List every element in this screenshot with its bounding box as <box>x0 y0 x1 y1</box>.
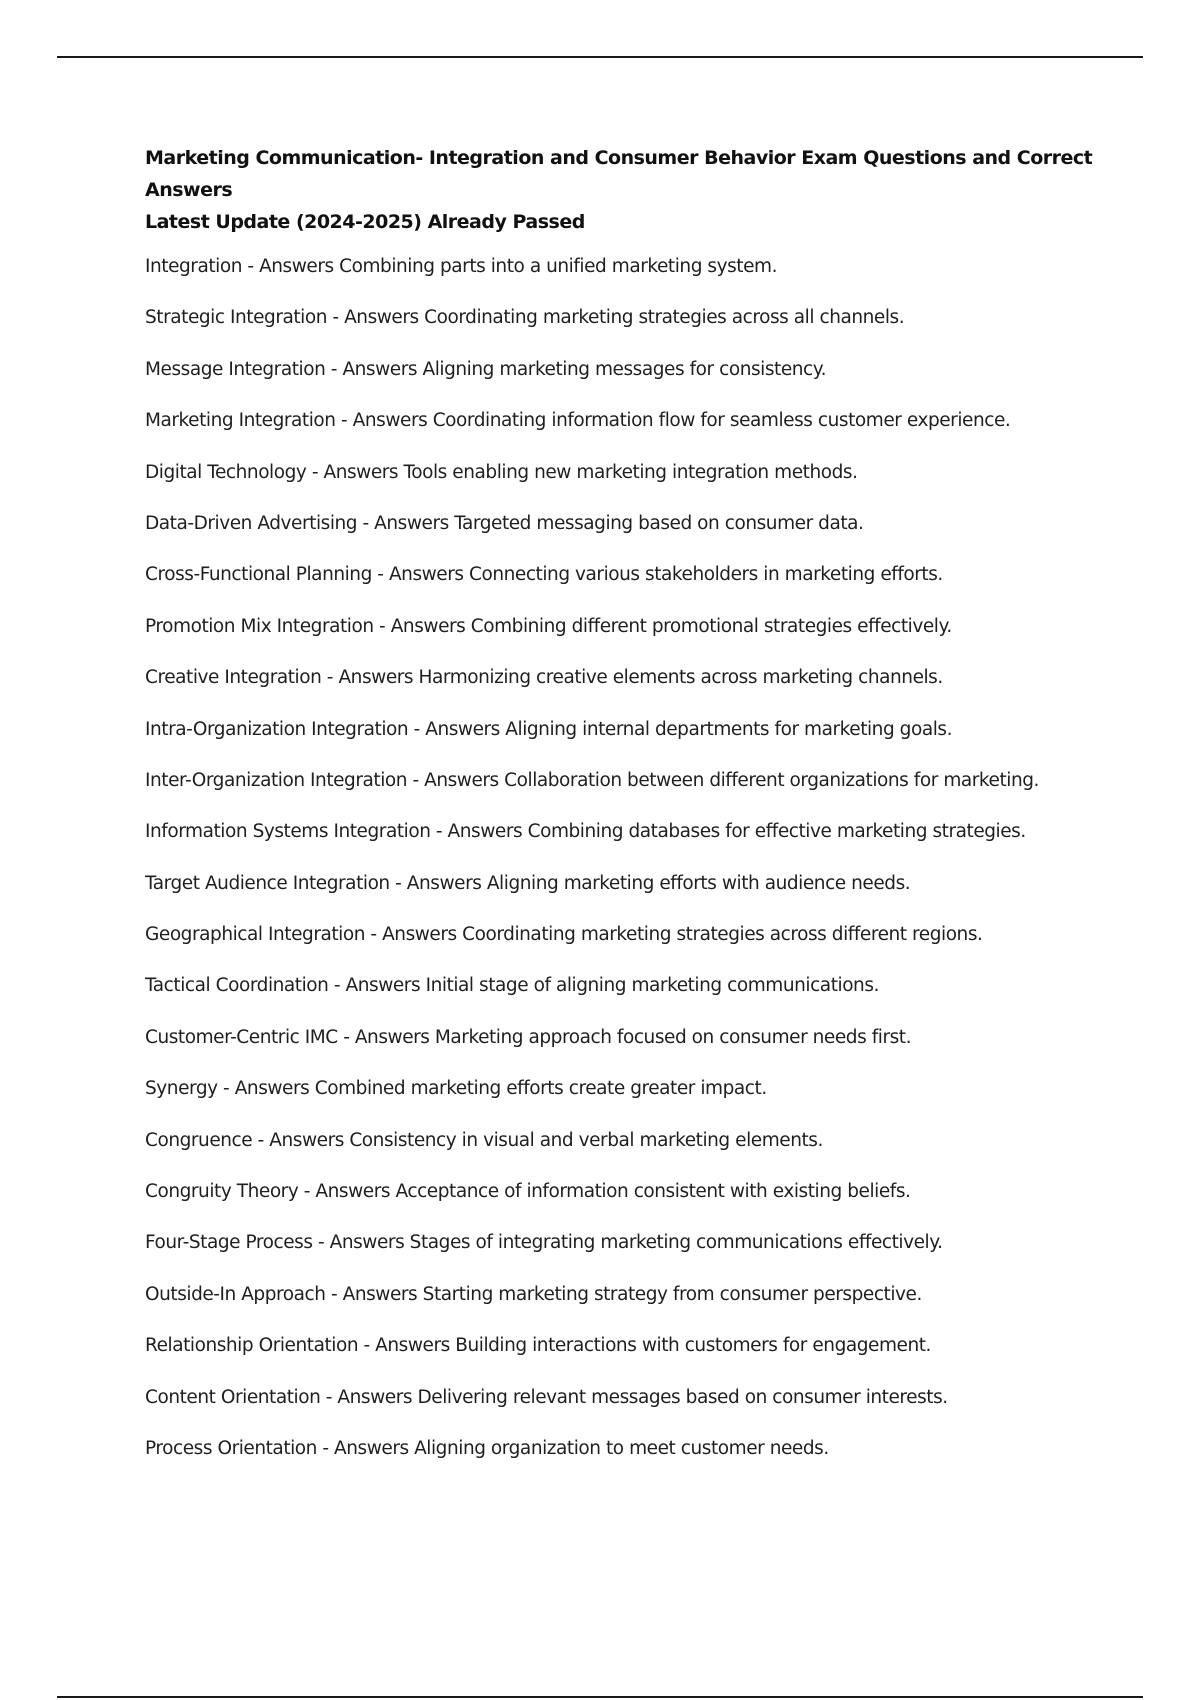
document-title-line-2: Latest Update (2024-2025) Already Passed <box>145 211 585 233</box>
qa-entry: Information Systems Integration - Answers Combining databases for effective marketing strategies. <box>145 821 1026 843</box>
qa-entry: Congruence - Answers Consistency in visual and verbal marketing elements. <box>145 1129 823 1151</box>
document-title <box>145 142 1145 238</box>
qa-entry: Data-Driven Advertising - Answers Targeted messaging based on consumer data. <box>145 512 864 534</box>
qa-entry: Creative Integration - Answers Harmonizing creative elements across marketing channels. <box>145 667 943 689</box>
qa-entry: Geographical Integration - Answers Coordinating marketing strategies across different regions. <box>145 924 983 946</box>
qa-entry: Strategic Integration - Answers Coordinating marketing strategies across all channels. <box>145 307 905 329</box>
qa-entry: Content Orientation - Answers Delivering relevant messages based on consumer interests. <box>145 1386 948 1408</box>
qa-entry: Congruity Theory - Answers Acceptance of information consistent with existing beliefs. <box>145 1181 911 1203</box>
qa-entry: Intra-Organization Integration - Answers Aligning internal departments for marketing goals. <box>145 718 953 740</box>
qa-entry: Four-Stage Process - Answers Stages of integrating marketing communications effectively. <box>145 1232 943 1254</box>
footer-rule <box>57 1696 1143 1698</box>
qa-entry: Promotion Mix Integration - Answers Combining different promotional strategies effectively. <box>145 615 952 637</box>
qa-entry: Process Orientation - Answers Aligning organization to meet customer needs. <box>145 1437 829 1459</box>
document-title-line-1: Marketing Communication- Integration and Consumer Behavior Exam Questions and Correct Answers <box>145 147 1093 201</box>
header-rule <box>57 56 1143 58</box>
qa-entry: Outside-In Approach - Answers Starting marketing strategy from consumer perspective. <box>145 1283 922 1305</box>
qa-entry: Integration - Answers Combining parts into a unified marketing system. <box>145 256 778 277</box>
qa-entry: Cross-Functional Planning - Answers Connecting various stakeholders in marketing efforts. <box>145 564 943 586</box>
qa-entry: Relationship Orientation - Answers Building interactions with customers for engagement. <box>145 1335 931 1357</box>
qa-entry: Inter-Organization Integration - Answers Collaboration between different organizations for marketing. <box>145 769 1039 791</box>
qa-entry: Customer-Centric IMC - Answers Marketing approach focused on consumer needs first. <box>145 1026 912 1048</box>
qa-list <box>145 254 1145 1462</box>
qa-entry: Tactical Coordination - Answers Initial stage of aligning marketing communications. <box>145 975 879 997</box>
qa-entry: Message Integration - Answers Aligning marketing messages for consistency. <box>145 358 827 380</box>
qa-entry: Synergy - Answers Combined marketing efforts create greater impact. <box>145 1078 767 1100</box>
qa-entry: Digital Technology - Answers Tools enabling new marketing integration methods. <box>145 461 858 483</box>
document-body <box>145 142 1145 1487</box>
qa-entry: Marketing Integration - Answers Coordinating information flow for seamless customer experience. <box>145 410 1011 432</box>
qa-entry: Target Audience Integration - Answers Aligning marketing efforts with audience needs. <box>145 872 911 894</box>
